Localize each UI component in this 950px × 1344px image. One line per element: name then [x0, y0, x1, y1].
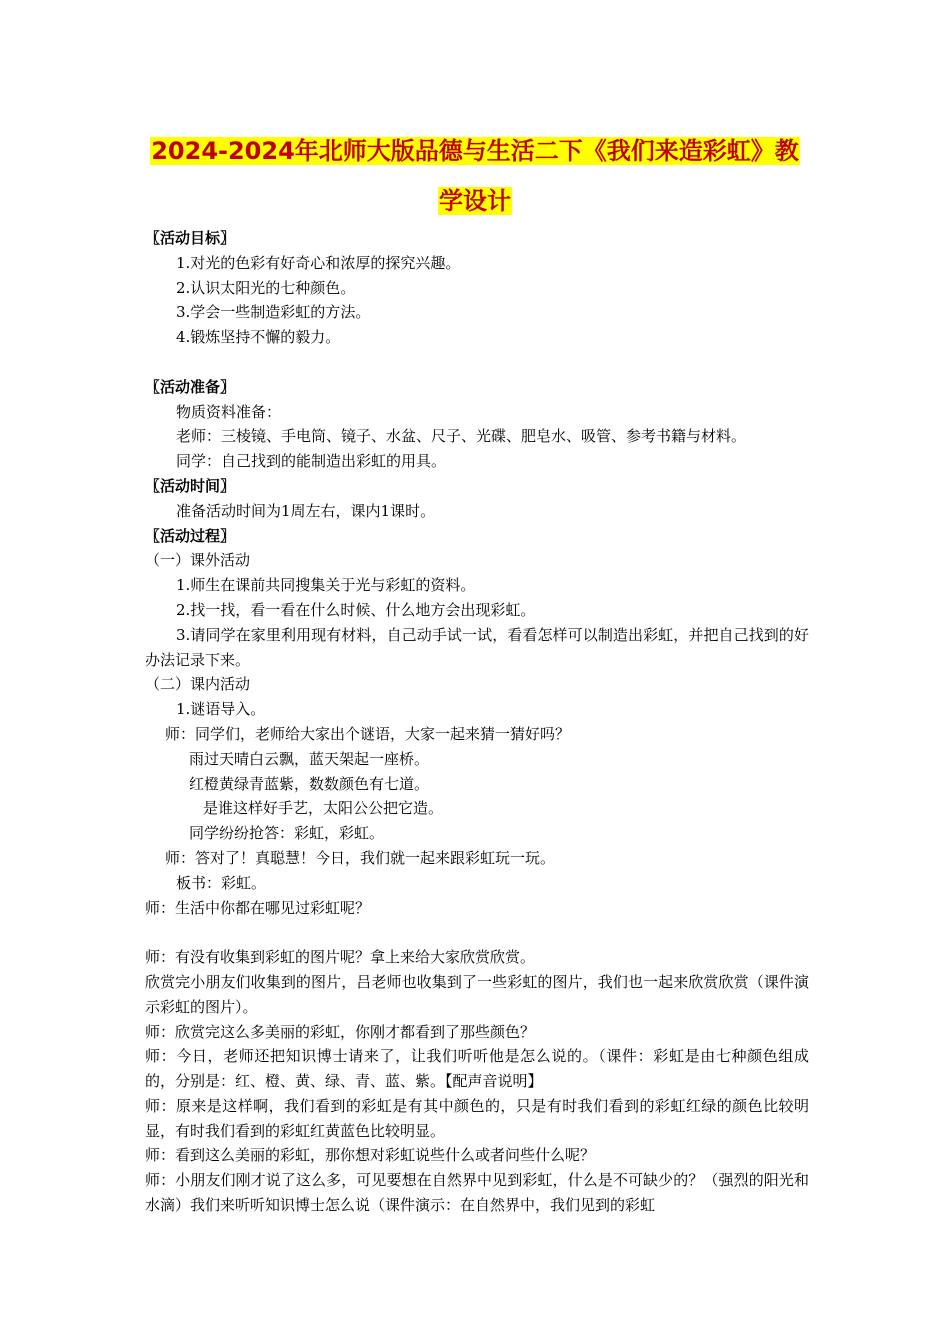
paragraph: 1.谜语导入。 [176, 700, 266, 719]
section-heading-time: 〖活动时间〗 [145, 476, 236, 495]
dialogue-line: 师：生活中你都在哪见过彩虹呢？ [145, 898, 371, 917]
dialogue-line: 师：看到这么美丽的彩虹，那你想对彩虹说些什么或者问些什么呢？ [145, 1146, 596, 1165]
paragraph: 1.师生在课前共同搜集关于光与彩虹的资料。 [176, 576, 476, 595]
paragraph: 欣赏完小朋友们收集到的图片，吕老师也收集到了一些彩虹的图片，我们也一起来欣赏欣赏（课件演示彩虹的图片）。 [145, 972, 809, 1016]
subsection-heading: （一）课外活动 [145, 551, 251, 570]
dialogue-line: 师：原来是这样啊，我们看到的彩虹是有其中颜色的，只是有时我们看到的彩虹红绿的颜色比较明显，有时我们看到的彩虹红黄蓝色比较明显。 [145, 1096, 809, 1140]
dialogue-line: 师：答对了！真聪慧！今日，我们就一起来跟彩虹玩一玩。 [165, 848, 556, 867]
subsection-heading: （二）课内活动 [145, 675, 251, 694]
dialogue-line: 师：欣赏完这么多美丽的彩虹，你刚才都看到了那些颜色？ [145, 1022, 536, 1041]
riddle-line: 红橙黄绿青蓝紫，数数颜色有七道。 [189, 774, 430, 793]
riddle-line: 雨过天晴白云飘，蓝天架起一座桥。 [189, 749, 430, 768]
paragraph: 板书：彩虹。 [176, 873, 267, 892]
goal-item-2: 2.认识太阳光的七种颜色。 [176, 278, 356, 297]
goal-item-3: 3.学会一些制造彩虹的方法。 [176, 303, 371, 322]
paragraph: 同学：自己找到的能制造出彩虹的用具。 [176, 452, 447, 471]
dialogue-line: 同学纷纷抢答：彩虹，彩虹。 [189, 824, 385, 843]
goal-item-1: 1.对光的色彩有好奇心和浓厚的探究兴趣。 [176, 253, 461, 272]
section-heading-process: 〖活动过程〗 [145, 526, 236, 545]
goal-item-4: 4.锻炼坚持不懈的毅力。 [176, 328, 341, 347]
riddle-line: 是谁这样好手艺，太阳公公把它造。 [203, 799, 444, 818]
dialogue-line: 师：有没有收集到彩虹的图片呢？拿上来给大家欣赏欣赏。 [145, 948, 536, 967]
document-title-line-1: 2024-2024年北师大版品德与生活二下《我们来造彩虹》教 [151, 137, 799, 165]
section-heading-goals: 〖活动目标〗 [145, 229, 236, 247]
paragraph: 2.找一找，看一看在什么时候、什么地方会出现彩虹。 [176, 600, 536, 619]
dialogue-line: 师：同学们，老师给大家出个谜语，大家一起来猜一猜好吗？ [165, 724, 571, 743]
section-heading-preparation: 〖活动准备〗 [145, 377, 236, 396]
paragraph: 3.请同学在家里利用现有材料，自己动手试一试，看看怎样可以制造出彩虹，并把自己找到的好办法记录下来。 [145, 625, 809, 669]
paragraph: 老师：三棱镜、手电筒、镜子、水盆、尺子、光碟、肥皂水、吸管、参考书籍与材料。 [176, 427, 747, 446]
paragraph: 物质资料准备： [176, 402, 282, 421]
paragraph: 准备活动时间为1周左右，课内1课时。 [176, 501, 436, 520]
document-title-line-2: 学设计 [439, 187, 511, 215]
dialogue-line: 师：小朋友们刚才说了这么多，可见要想在自然界中见到彩虹，什么是不可缺少的？（强烈的阳光和水滴）我们来听听知识博士怎么说（课件演示：在自然界中，我们见到的彩虹 [145, 1171, 809, 1215]
document-body [145, 226, 809, 1218]
dialogue-line: 师：今日，老师还把知识博士请来了，让我们听听他是怎么说的。（课件：彩虹是由七种颜色组成的，分别是：红、橙、黄、绿、青、蓝、紫。【配声音说明】 [145, 1047, 809, 1091]
